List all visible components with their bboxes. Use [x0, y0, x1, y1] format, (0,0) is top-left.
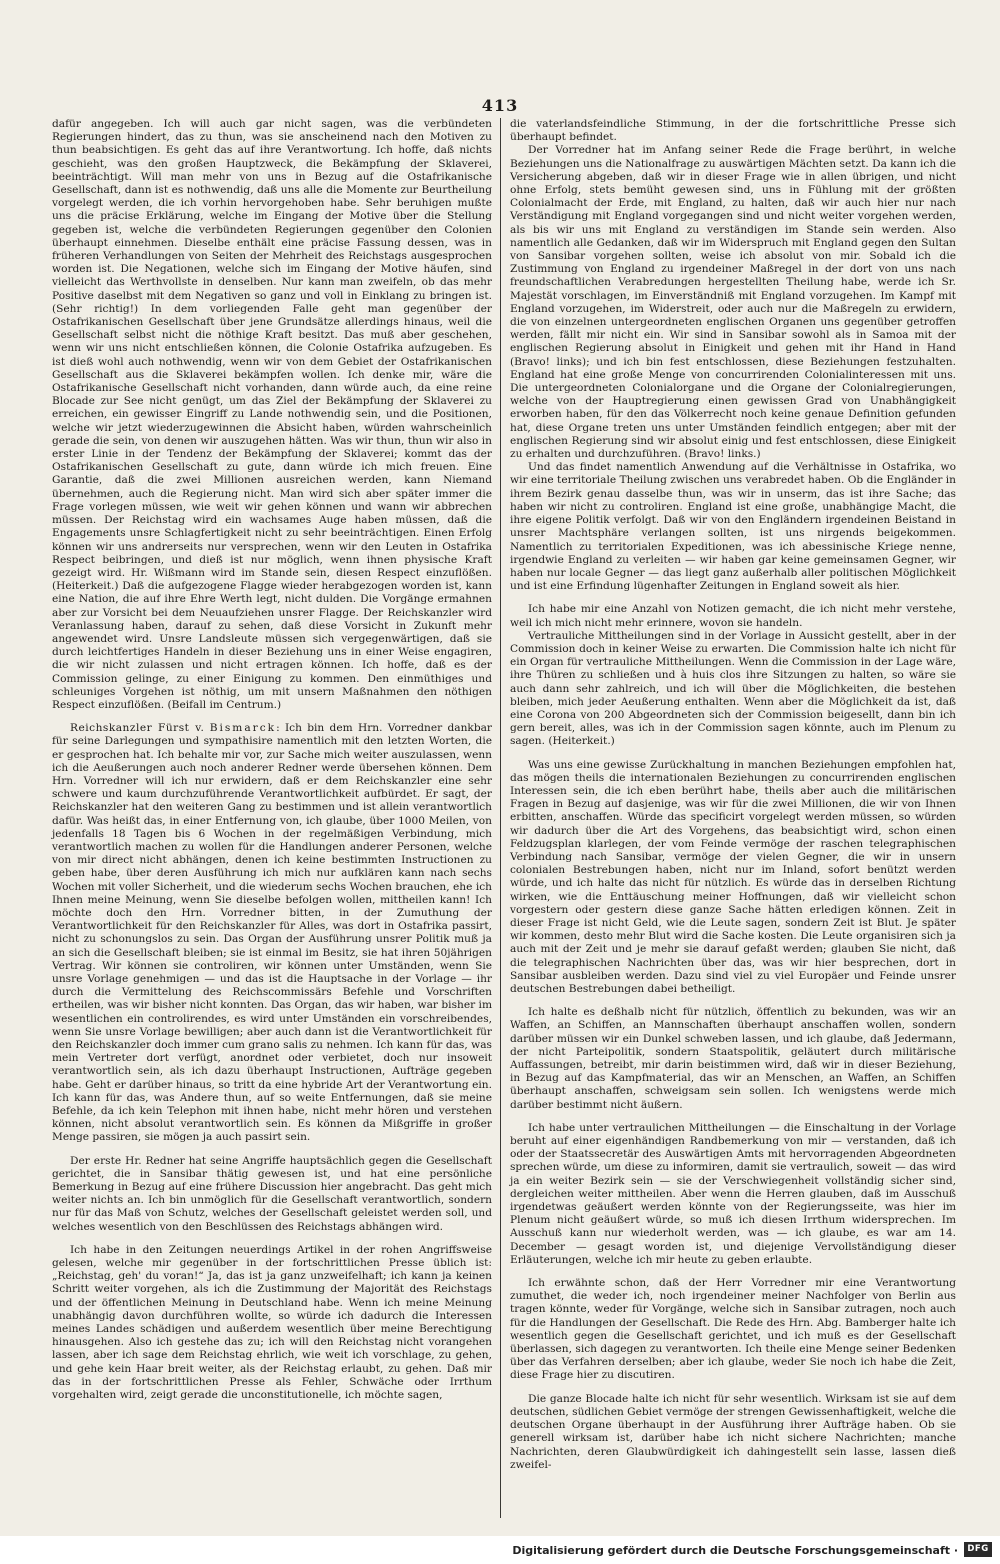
- right-column: [510, 118, 956, 1472]
- speaker-label: Reichskanzler Fürst v.: [70, 722, 205, 735]
- paragraph: Ich habe in den Zeitungen neuerdings Artikel in der rohen Angriffsweise gelesen, welche mir gegenüber in der fortschrittlichen Presse üblich ist: „Reichstag, geh' du voran!“ Ja, das ist ja ganz unzweifelhaft; ich kann ja keinen Schritt weiter vorgehen, als ich die Zustimmung der Majorität des Reichstags und der öffentlichen Meinung in Deutschland habe. Wenn ich meine Meinung unabhängig davon durchführen wollte, so würde ich dadurch die Interessen meines Landes schädigen und außerdem wesentlich über meine Berechtigung hinausgehen. Also ich gestehe das zu; ich will den Reichstag nicht vorangehen lassen, aber ich sage dem Reichstag ehrlich, wie weit ich vorschlage, zu gehen, und gehe kein Haar breit weiter, als der Reichstag erlaubt, zu gehen. Daß mir das in der fortschrittlichen Presse als Fehler, Schwäche oder Irrthum vorgehalten wird, zeigt gerade die unconstitutionelle, ich möchte sagen,: [52, 1243, 492, 1402]
- paragraph: die vaterlandsfeindliche Stimmung, in der die fortschrittliche Presse sich überhaupt befindet.: [510, 118, 956, 144]
- paragraph: Vertrauliche Mittheilungen sind in der Vorlage in Aussicht gestellt, aber in der Commission doch in keiner Weise zu erwarten. Die Commission halte ich nicht für ein Organ für vertrauliche Mittheilungen. Wenn die Commission in der Lage wäre, ihre Thüren zu schließen und à huis clos ihre Sitzungen zu halten, so wäre sie auch dann sehr zahlreich, und ich will über die Möglichkeiten, die bestehen bleiben, mich jeder Aeußerung enthalten. Wenn aber die Möglichkeit da ist, daß eine Corona von 200 Abgeordneten sich der Commission beigesellt, dann bin ich gern bereit, alles, was ich in der Commission sagen könnte, auch im Plenum zu sagen. (Heiterkeit.): [510, 629, 956, 748]
- paragraph: Der Vorredner hat im Anfang seiner Rede die Frage berührt, in welche Beziehungen uns die Nationalfrage zu auswärtigen Mächten setzt. Da kann ich die Versicherung abgeben, daß wir in dieser Frage wie in allen übrigen, und nicht ohne Erfolg, stets bemüht gewesen sind, uns in Fühlung mit der größten Colonialmacht der Erde, mit England, zu halten, daß wir auch hier nur nach Verständigung mit England vorgegangen sind und nicht weiter vorgehen werden, als bis wir uns mit England zu verständigen im Stande sein werden. Also namentlich alle Gedanken, daß wir im Widerspruch mit England gegen den Sultan von Sansibar vorgehen sollten, weise ich absolut von mir. Sobald ich die Zustimmung von England zu irgendeiner Maßregel in der dort von uns nach freundschaftlichen Verabredungen hergestellten Theilung habe, werde ich Sr. Majestät vorschlagen, im Einverständniß mit England vorzugehen. Im Kampf mit England vorzugehen, im Widerstreit, oder auch nur die Maßregeln zu erwidern, die von einzelnen untergeordneten englischen Organen uns gegenüber getroffen werden, fällt mir nicht ein. Wir sind in Sansibar sowohl als in Samoa mit der englischen Regierung absolut in Einigkeit und gehen mit ihr Hand in Hand (Bravo! links); und ich bin fest entschlossen, diese Beziehungen festzuhalten. England hat eine große Menge von concurrirenden Colonialinteressen mit uns. Die untergeordneten Colonialorgane und die Organe der Colonialregierungen, welche von der Hauptregierung einen gewissen Grad von Unabhängigkeit erworben haben, für den das Völkerrecht noch keine genaue Definition gefunden hat, diese Organe treten uns unter Umständen feindlich entgegen; aber mit der englischen Regierung sind wir absolut einig und fest entschlossen, diese Einigkeit zu erhalten und durchzuführen. (Bravo! links.): [510, 144, 956, 461]
- paragraph: Ich habe mir eine Anzahl von Notizen gemacht, die ich nicht mehr verstehe, weil ich mich nicht mehr erinnere, wovon sie handeln.: [510, 603, 956, 629]
- paragraph: Ich erwähnte schon, daß der Herr Vorredner mir eine Verantwortung zumuthet, die weder ich, noch irgendeiner meiner Nachfolger von Berlin aus tragen könnte, weder für Vorgänge, welche sich in Sansibar zutragen, noch auch für die Handlungen der Gesellschaft. Die Rede des Hrn. Abg. Bamberger halte ich wesentlich gegen die Gesellschaft gerichtet, und ich muß es der Gesellschaft überlassen, sich dagegen zu verantworten. Ich theile eine Menge seiner Bedenken über das Verfahren derselben; aber ich glaube, weder Sie noch ich habe die Zeit, diese Frage hier zu discutiren.: [510, 1277, 956, 1382]
- paragraph: Die ganze Blocade halte ich nicht für sehr wesentlich. Wirksam ist sie auf dem deutschen, südlichen Gebiet vermöge der strengen Gewissenhaftigkeit, welche die deutschen Organe überhaupt in der Ausführung ihrer Aufträge haben. Ob sie generell wirksam ist, darüber habe ich nicht sichere Nachrichten; manche Nachrichten, deren Glaubwürdigkeit ich dahingestellt sein lasse, lassen dieß zweifel-: [510, 1392, 956, 1471]
- speech-paragraph: [52, 722, 492, 1145]
- paragraph: Ich halte es deßhalb nicht für nützlich, öffentlich zu bekunden, was wir an Waffen, an Schiffen, an Mannschaften überhaupt anschaffen wollen, sondern darüber müssen wir ein Dunkel schweben lassen, und ich glaube, daß Jedermann, der nicht Parteipolitik, sondern Staatspolitik, geläutert durch militärische Auffassungen, betreibt, mir darin beistimmen wird, daß wir in dieser Beziehung, in Bezug auf das Kampfmaterial, das wir an Menschen, an Waffen, an Schiffen überhaupt anschaffen, schweigsam sein sollen. Ich wenigstens werde mich darüber bestimmt nicht äußern.: [510, 1006, 956, 1111]
- paragraph: Ich habe unter vertraulichen Mittheilungen — die Einschaltung in der Vorlage beruht auf einer eigenhändigen Randbemerkung von mir — verstanden, daß ich oder der Staatssecretär des Auswärtigen Amts mit hervorragenden Abgeordneten sprechen würde, um diese zu informiren, damit sie vertraulich, soweit — das wird ja ein weiter Bezirk sein — sie der Verschwiegenheit vollständig sicher sind, dergleichen weiter mittheilen. Aber wenn die Herren glauben, daß im Ausschuß irgendetwas geäußert werden könnte von der Regierungsseite, was hier im Plenum nicht geäußert würde, so muß ich diesen Irrthum widersprechen. Im Ausschuß kann nur wiederholt werden, was — ich glaube, es war am 14. December — gesagt worden ist, und diejenige Vervollständigung dieser Erläuterungen, welche ich mir heute zu geben erlaubte.: [510, 1121, 956, 1266]
- column-divider: [500, 118, 501, 1518]
- paragraph: Der erste Hr. Redner hat seine Angriffe hauptsächlich gegen die Gesellschaft gerichtet, die in Sansibar thätig gewesen ist, und hat eine persönliche Bemerkung in Bezug auf eine frühere Discussion hier angebracht. Das geht mich weiter nichts an. Ich bin unmöglich für die Gesellschaft verantwortlich, sondern nur für das Maß von Schutz, welches der Gesellschaft geleistet werden soll, und welches wesentlich von den Beschlüssen des Reichstags abhängen wird.: [52, 1154, 492, 1233]
- speaker-name: Bismarck: [209, 722, 277, 735]
- speech-text: : Ich bin dem Hrn. Vorredner dankbar für seine Darlegungen und sympathisire namentlich mit den letzten Worten, die er gesprochen hat. Ich behalte mir vor, zur Sache mich weiter auszulassen, wenn ich die Aeußerungen auch noch anderer Redner werde übersehen können. Dem Hrn. Vorredner will ich nur erwidern, daß er dem Reichskanzler eine sehr schwere und kaum durchzuführende Verantwortlichkeit aufbürdet. Er sagt, der Reichskanzler hat den weiteren Gang zu bestimmen und ist allein verantwortlich dafür. Was heißt das, in einer Entfernung von, ich glaube, über 1000 Meilen, von jedenfalls 18 Tagen bis 6 Wochen in der regelmäßigen Verbindung, mich verantwortlich machen zu wollen für die Handlungen anderer Personen, welche von mir direct nicht abhängen, denen ich keine bestimmten Instructionen zu geben habe, über deren Ausführung ich mich nur aufklären kann nach sechs Wochen mit voller Sicherheit, und die wiederum sechs Wochen brauchen, ehe ich Ihnen meine Meinung, wenn Sie dieselbe befolgen wollen, mittheilen kann! Ich möchte doch den Hrn. Vorredner bitten, in der Zumuthung der Verantwortlichkeit für den Reichskanzler für Alles, was dort in Ostafrika passirt, nicht zu schonungslos zu sein. Das Organ der Ausführung unsrer Politik muß ja an sich die Gesellschaft bleiben; sie ist einmal im Besitz, sie hat ihren 50jährigen Vertrag. Wir können sie controliren, wir können unter Umständen, wenn Sie unsre Vorlage genehmigen — und das ist die Hauptsache in der Vorlage — ihr durch die Vermittelung des Reichscommissärs Befehle und Vorschriften ertheilen, was wir bisher nicht konnten. Das Organ, das wir haben, war bisher im wesentlichen ein controlirendes, es wird unter Umständen ein vorschreibendes, wenn Sie unsre Vorlage bewilligen; aber auch dann ist die Verantwortlichkeit für den Reichskanzler doch immer cum grano salis zu nehmen. Ich kann für das, was mein Vertreter dort verfügt, anordnet oder verbietet, doch nur insoweit verantwortlich sein, als ich dazu überhaupt Instructionen, Aufträge gegeben habe. Geht er darüber hinaus, so tritt da eine hybride Art der Verantwortung ein. Ich kann für das, was Andere thun, auf so weite Entfernungen, daß sie meine Befehle, da ich kein Telephon mit ihnen habe, nicht mehr hören und verstehen können, nicht absolut verantwortlich sein. Es können da Mißgriffe in großer Menge passiren, sie mögen ja auch passirt sein.: [52, 722, 492, 1144]
- dfg-logo: DFG: [964, 1542, 992, 1557]
- paragraph: Was uns eine gewisse Zurückhaltung in manchen Beziehungen empfohlen hat, das mögen theils die internationalen Beziehungen zu concurrirenden englischen Interessen sein, die ich eben berührt habe, theils aber auch die militärischen Fragen in Bezug auf dasjenige, was wir für die zwei Millionen, die wir von Ihnen erbitten, anschaffen. Würde das specificirt vorgelegt werden müssen, so würden wir dadurch über die Art des Vorgehens, das beabsichtigt wird, schon einen Feldzugsplan klarlegen, der vom Feinde vermöge der raschen telegraphischen Verbindung nach Sansibar, vermöge der vielen Gegner, die wir in unsern colonialen Bestrebungen haben, nicht nur im Inland, sofort benützt werden würde, und ich halte das nicht für nützlich. Es würde das in derselben Richtung wirken, wie die Enttäuschung meiner Hoffnungen, daß wir vielleicht schon vorgestern oder gestern diese ganze Sache hätten erledigen können. Zeit in dieser Frage ist nicht Geld, wie die Leute sagen, sondern Zeit ist Blut. Je später wir kommen, desto mehr Blut wird die Sache kosten. Die Leute organisiren sich ja auch mit der Zeit und je mehr sie darauf gefaßt werden; glauben Sie nicht, daß die telegraphischen Nachrichten über das, was wir hier besprechen, dort in Sansibar ausbleiben werden. Dazu sind viel zu viel Europäer und Feinde unsrer deutschen Bestrebungen dabei betheiligt.: [510, 758, 956, 995]
- paragraph: Und das findet namentlich Anwendung auf die Verhältnisse in Ostafrika, wo wir eine territoriale Theilung zwischen uns verabredet haben. Ob die Engländer in ihrem Bezirk genau dasselbe thun, was wir in unserm, das ist ihre Sache; das haben wir nicht zu controliren. England ist eine große, unabhängige Macht, die ihre eigene Politik verfolgt. Daß wir von den Engländern irgendeinen Beistand in unsrer Machtsphäre verlangen sollten, ist uns nirgends beigekommen. Namentlich zu territorialen Expeditionen, was ich abessinische Kriege nenne, irgendwie England zu verleiten — wir haben gar keine gemeinsamen Gegner, wir haben nur locale Gegner — das liegt ganz außerhalb aller politischen Möglichkeit und ist eine Erfindung lügenhafter Zeitungen in England soweit als hier.: [510, 461, 956, 593]
- page-number: 413: [481, 96, 519, 115]
- paragraph: dafür angegeben. Ich will auch gar nicht sagen, was die verbündeten Regierungen hindert, das zu thun, was sie anscheinend nach den Motiven zu thun beabsichtigen. Es geht das auf ihre Verantwortung. Ich hoffe, daß nichts geschieht, was den großen Hauptzweck, die Bekämpfung der Sklaverei, beeinträchtigt. Will man mehr von uns in Bezug auf die Ostafrikanische Gesellschaft, dann ist es nothwendig, daß uns alle die Momente zur Beurtheilung vorgelegt werden, die ich vorhin hervorgehoben habe. Sehr beruhigen mußte uns die präcise Erklärung, welche im Eingang der Motive über die Stellung gegeben ist, welche die verbündeten Regierungen gegenüber den Colonien überhaupt einnehmen. Dieselbe enthält eine präcise Fassung dessen, was in früheren Verhandlungen von Seiten der Mehrheit des Reichstags ausgesprochen worden ist. Die Negationen, welche sich im Eingang der Motive häufen, sind vielleicht das Werthvollste in denselben. Nur kann man zweifeln, ob das mehr Positive daselbst mit dem Negativen so ganz und voll in Einklang zu bringen ist. (Sehr richtig!) In dem vorliegenden Falle geht man gegenüber der Ostafrikanischen Gesellschaft über jene Grundsätze allerdings hinaus, weil die Gesellschaft selbst nicht die nöthige Kraft besitzt. Das muß aber geschehen, wenn wir uns nicht entschließen können, die Colonie Ostafrika aufzugeben. Es ist dieß wohl auch nothwendig, wenn wir von dem Gebiet der Ostafrikanischen Gesellschaft aus die Sklaverei bekämpfen wollen. Ich denke mir, wäre die Ostafrikanische Gesellschaft nicht vorhanden, dann würde auch, da eine reine Blocade zur See nicht genügt, um das Ziel der Bekämpfung der Sklaverei zu erreichen, ein gewisser Eingriff zu Lande nothwendig sein, und die Positionen, welche wir jetzt wiederzugewinnen die Absicht haben, würden wahrscheinlich gerade die sein, von denen wir auszugehen hätten. Was wir thun, thun wir also in erster Linie in der Tendenz der Bekämpfung der Sklaverei; kommt das der Ostafrikanischen Gesellschaft zu gute, dann würde ich mich freuen. Eine Garantie, daß die zwei Millionen ausreichen werden, kann Niemand übernehmen, auch die Regierung nicht. Man wird sich aber später immer die Frage vorlegen müssen, wie weit wir gehen können und wann wir abbrechen müssen. Der Reichstag wird ein wachsames Auge haben müssen, daß die Engagements unsre Schlagfertigkeit nicht zu sehr beeinträchtigen. Einen Erfolg können wir uns andrerseits nur versprechen, wenn wir den Leuten in Ostafrika Respect beibringen, und dieß ist nur möglich, wenn ihnen physische Kraft gezeigt wird. Hr. Wißmann wird im Stande sein, diesen Respect einzuflößen. (Heiterkeit.) Daß die aufgezogene Flagge wieder herabgezogen worden ist, kann eine Nation, die auf ihre Ehre Werth legt, nicht dulden. Die Vorgänge ermahnen aber zur Vorsicht bei dem Neuaufziehen unsrer Flagge. Der Reichskanzler wird Veranlassung haben, darauf zu sehen, daß diese Vorsicht in Zukunft mehr angewendet wird. Unsre Landsleute müssen sich vergegenwärtigen, daß sie durch leichtfertiges Handeln in dieser Beziehung uns in einer Weise engagiren, die wir nicht zulassen und nicht ertragen können. Ich hoffe, daß es der Commission gelinge, zu einer Einigung zu kommen. Den einmüthiges und schleuniges Vorgehen ist nöthig, um mit unsern Maßnahmen den nöthigen Respect einzuflößen. (Beifall im Centrum.): [52, 118, 492, 711]
- footer-credit: Digitalisierung gefördert durch die Deutsche Forschungsgemeinschaft ·: [512, 1544, 958, 1557]
- digitization-footer: [0, 1536, 1000, 1564]
- left-column: [52, 118, 492, 1402]
